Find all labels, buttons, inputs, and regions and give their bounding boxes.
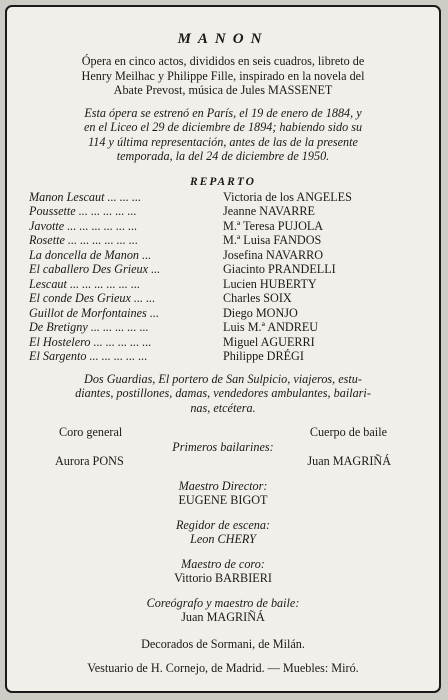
cast-role: El Hostelero ... ... ... ... ... bbox=[29, 334, 152, 349]
vestuario-credit: Vestuario de H. Cornejo, de Madrid. — Muebles: Miró. bbox=[87, 661, 359, 675]
cast-list bbox=[29, 190, 417, 364]
cast-row bbox=[29, 306, 417, 321]
cast-row bbox=[29, 335, 417, 350]
primer-bailarin: Juan MAGRIÑÁ bbox=[307, 454, 391, 468]
reparto-heading: REPARTO bbox=[190, 175, 256, 188]
cast-role: Lescaut ... ... ... ... ... ... bbox=[29, 276, 141, 291]
cast-actor: Lucien HUBERTY bbox=[223, 276, 317, 291]
cast-role: Manon Lescaut ... ... ... bbox=[29, 189, 142, 204]
cast-actor: Victoria de los ANGELES bbox=[223, 189, 352, 204]
director-name: EUGENE BIGOT bbox=[178, 493, 268, 507]
primeros-row bbox=[29, 454, 417, 469]
cast-row bbox=[29, 320, 417, 335]
regidor-name: Leon CHERY bbox=[190, 532, 256, 546]
intro-line: Abate Prevost, música de Jules MASSENET bbox=[113, 83, 333, 97]
cast-role: Javotte ... ... ... ... ... ... bbox=[29, 218, 138, 233]
regidor-label: Regidor de escena: bbox=[175, 517, 271, 532]
cast-actor: Diego MONJO bbox=[223, 305, 298, 320]
director-label: Maestro Director: bbox=[178, 478, 268, 493]
cast-row bbox=[29, 190, 417, 205]
cast-row bbox=[29, 291, 417, 306]
coro-label: Maestro de coro: bbox=[181, 556, 265, 571]
coreografo-label: Coreógrafo y maestro de baile: bbox=[146, 595, 300, 610]
cast-role: El caballero Des Grieux ... bbox=[29, 262, 161, 276]
cast-row bbox=[29, 204, 417, 219]
cast-actor: Miguel AGUERRI bbox=[223, 334, 315, 349]
cast-row bbox=[29, 349, 417, 364]
cast-role: De Bretigny ... ... ... ... ... bbox=[29, 320, 149, 334]
cast-row bbox=[29, 233, 417, 248]
primer-bailarin: Aurora PONS bbox=[55, 454, 124, 468]
opera-title: MANON bbox=[177, 31, 269, 47]
premiere-line: 114 y última representación, antes de las de la presente bbox=[88, 134, 358, 149]
premiere-line: temporada, la del 24 de diciembre de 1950. bbox=[116, 149, 330, 163]
intro-line: Henry Meilhac y Philippe Fille, inspirado en la novela del bbox=[81, 68, 365, 83]
decorados-credit: Decorados de Sormani, de Milán. bbox=[141, 636, 305, 651]
cast-row bbox=[29, 262, 417, 277]
extras-line: diantes, postillones, damas, vendedores ambulantes, bailari- bbox=[75, 386, 371, 400]
cast-role: Guillot de Morfontaines ... bbox=[29, 305, 159, 320]
intro-line: Ópera en cinco actos, divididos en seis cuadros, libreto de bbox=[81, 54, 365, 68]
cast-actor: M.ª Luisa FANDOS bbox=[223, 233, 322, 247]
coro-cuerpo-row bbox=[29, 425, 417, 440]
cast-row bbox=[29, 248, 417, 263]
cast-role: El conde Des Grieux ... ... bbox=[29, 291, 156, 305]
premiere-paragraph bbox=[29, 106, 417, 164]
primeros-label: Primeros bailarines: bbox=[172, 439, 274, 454]
coro-maestro-name: Vittorio BARBIERI bbox=[174, 571, 272, 585]
cast-actor: Charles SOIX bbox=[223, 291, 292, 305]
intro-paragraph bbox=[29, 54, 417, 98]
extras-paragraph bbox=[29, 372, 417, 416]
premiere-line: en el Liceo el 29 de diciembre de 1894; habiendo sido su bbox=[83, 120, 363, 134]
extras-line: nas, etcétera. bbox=[190, 400, 256, 415]
coro-general: Coro general bbox=[59, 425, 123, 439]
cast-actor: Philippe DRÉGI bbox=[223, 349, 304, 363]
cast-role: El Sargento ... ... ... ... ... bbox=[29, 349, 148, 363]
cast-role: Poussette ... ... ... ... ... bbox=[29, 204, 137, 218]
cast-row bbox=[29, 219, 417, 234]
extras-line: Dos Guardias, El portero de San Sulpicio, viajeros, estu- bbox=[84, 371, 362, 386]
cast-actor: M.ª Teresa PUJOLA bbox=[223, 218, 324, 233]
premiere-line: Esta ópera se estrenó en París, el 19 de enero de 1884, y bbox=[84, 105, 362, 120]
program-page bbox=[5, 5, 441, 693]
cuerpo-baile: Cuerpo de baile bbox=[309, 425, 387, 439]
cast-row bbox=[29, 277, 417, 292]
cast-actor: Josefina NAVARRO bbox=[223, 247, 324, 262]
cast-actor: Jeanne NAVARRE bbox=[223, 204, 315, 218]
coreografo-name: Juan MAGRIÑÁ bbox=[181, 610, 265, 624]
cast-actor: Luis M.ª ANDREU bbox=[223, 320, 319, 334]
cast-actor: Giacinto PRANDELLI bbox=[223, 262, 336, 276]
cast-role: La doncella de Manon ... bbox=[29, 247, 152, 262]
cast-role: Rosette ... ... ... ... ... ... bbox=[29, 233, 138, 247]
